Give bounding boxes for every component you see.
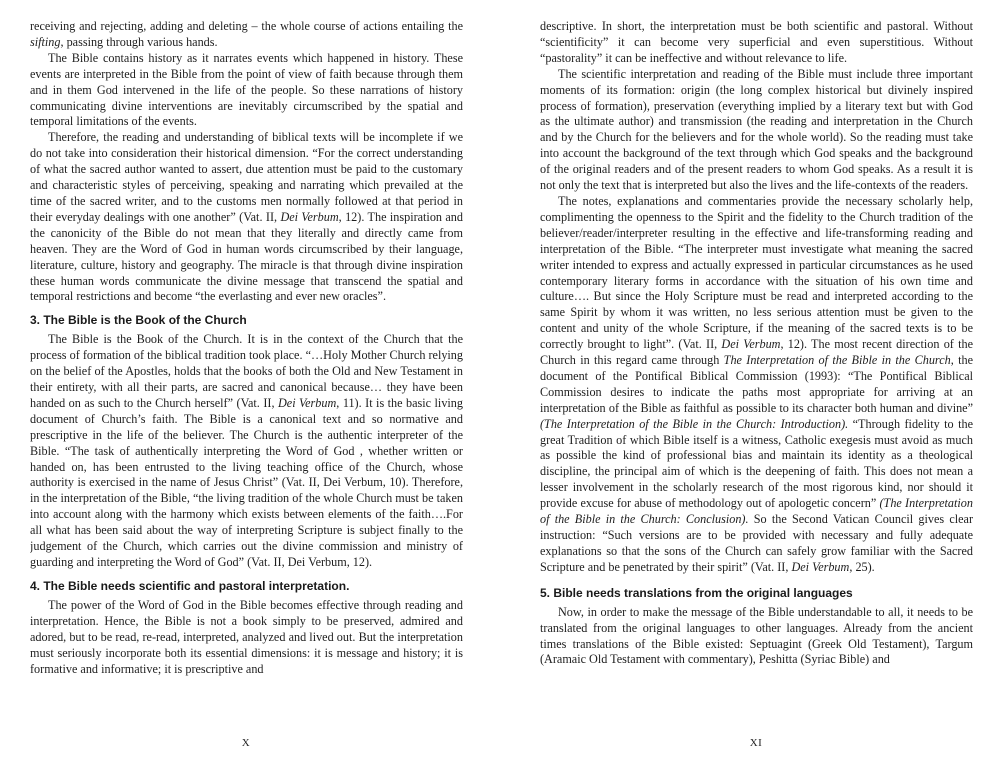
- emphasis-sifting: sifting: [30, 34, 61, 49]
- section-heading-3: 3. The Bible is the Book of the Church: [30, 313, 247, 328]
- right-paragraph-3: The notes, explanations and commentaries provide the necessary scholarly help, complimenting the openness to the Spirit and the fidelity to the Church tradition of the believer/reader/interpreter resulting in the effective and life-transforming reading and interpretation of the Bible. “The interpreter must investigate what meaning the sacred writer intended to express and actually expressed in particular circumstances as he used contemporary literary forms in accordance with the situation of his own time and culture…. But since the Holy Scripture must be read and interpreted according to the same Spirit by whom it was written, no less serious attention must be given to the content and unity of the whole Scripture, if the meaning of the sacred texts is to be correctly brought to light”. (Vat. II, Dei Verbum, 12). The most recent direction of the Church in this regard came through The Interpretation of the Bible in the Church, the document of the Pontifical Biblical Commission (1993): “The Pontifical Biblical Commission desires to indicate the paths most appropriate for arriving at an interpretation of the Bible as faithful as possible to its character both human and divine” (The Interpretation of the Bible in the Church: Introduction). “Through fidelity to the great Tradition of which Bible itself is a witness, Catholic exegesis must avoid as much as possible the kind of professional bias and maintain its identity as a theological discipline, the principal aim of which is the deepening of faith. This does not mean a lesser involvement in the scholarly research of the most rigorous kind, nor should it provide excuse for abuse of methodology out of apologetic concern” (The Interpretation of the Bible in the Church: Conclusion). So the Second Vatican Council gives clear instruction: “Such versions are to be provided with necessary and fully adequate explanations so that the sons of the Church can safely grow familiar with the Sacred Scripture and be penetrated by their spirit” (Vat. II, Dei Verbum, 25).: [540, 193, 973, 574]
- page-number-right: XI: [749, 737, 763, 749]
- left-paragraph-1: receiving and rejecting, adding and deleting – the whole course of actions entailing the sifting, passing through various hands.: [30, 19, 463, 49]
- section-heading-4: 4. The Bible needs scientific and pastoral interpretation.: [30, 578, 350, 593]
- right-paragraph-4: Now, in order to make the message of the Bible understandable to all, it needs to be translated from the original languages to other languages. Already from the ancient times translations of the Bible existed: Septuagint (Greek Old Testament), Targum (Aramaic Old Testament with commentary), Peshitta (Syriac Bible) and: [540, 604, 973, 667]
- right-paragraph-1: descriptive. In short, the interpretation must be both scientific and pastoral. Without “scientificity” it can become very superficial and even superstitious. Without “pastorality” it can be ineffective and without relevance to life.: [540, 19, 973, 65]
- section-heading-5: 5. Bible needs translations from the original languages: [540, 585, 853, 600]
- left-paragraph-4: The Bible is the Book of the Church. It is in the context of the Church that the process of formation of the biblical tradition took place. “…Holy Mother Church relying on the belief of the Apostles, holds that the books of both the Old and New Testament in their entirety, with all their parts, are sacred and canonical because… they have been handed on as such to the Church herself” (Vat. II, Dei Verbum, 11). It is the basic living document of Church’s faith. The Bible is a canonical text and so normative and prescriptive in the life of the believer. The Church is the authentic interpreter of the Bible. “The task of authentically interpreting the Word of God , whether written or handed on, has been entrusted to the living teaching office of the Church, whose authority is exercised in the name of Jesus Christ” (Vat. II, Dei Verbum, 10). Therefore, in the interpretation of the Bible, “the living tradition of the whole Church must be taken into account along with the harmony which exists between elements of the faith….For all what has been said about the way of interpreting Scripture is subject finally to the judgement of the Church, which carries out the divine commission and ministry of guarding and interpreting the Word of God” (Vat. II, Dei Verbum, 12).: [30, 332, 463, 569]
- right-paragraph-2: The scientific interpretation and reading of the Bible must include three important moments of its formation: origin (the long complex historical but divinely inspired process of formation), preservation (everything implied by a literary text but with God as the ultimate author) and transmission (the reading and interpretation in the Church and by the Church for the believers and for the whole world). So the reading must take into account the background of the text through which God speaks and the background of the original readers and of the present readers to whom God speaks. As a result it is not only the text that is interpreted but also the lives and the life-contexts of the readers.: [540, 66, 973, 193]
- left-paragraph-2: The Bible contains history as it narrates events which happened in history. These events are interpreted in the Bible from the point of view of faith because through them and in them God intervened in the life of the people. So these narrations of history communicating divine interventions are inevitably circumscribed by the spatial and temporal limitations of the events.: [30, 50, 463, 129]
- right-page: [540, 19, 973, 719]
- page-number-left: X: [241, 737, 251, 749]
- left-page: [30, 19, 463, 719]
- left-paragraph-3: Therefore, the reading and understanding of biblical texts will be incomplete if we do not take into consideration their historical dimension. “For the correct understanding of what the sacred author wanted to assert, due attention must be paid to the customary and characteristic styles of perceiving, speaking and narrating which prevailed at the time of the sacred writer, and to the customs men normally followed at that period in their everyday dealings with one another” (Vat. II, Dei Verbum, 12). The inspiration and the canonicity of the Bible do not mean that they literally and directly came from heaven. They are the Word of God in human words circumscribed by their language, literature, culture, history and geography. The miracle is that through divine inspiration these human words communicate the divine message that transcend the spatial and temporal restrictions and become “the everlasting and ever new oracles”.: [30, 130, 463, 304]
- left-paragraph-5: The power of the Word of God in the Bible becomes effective through reading and interpretation. Hence, the Bible is not a book simply to be preserved, admired and adored, but to be read, re-read, interpreted, analyzed and lived out. But the interpretation must seriously incorporate both its essential dimensions: it is message and history; it is formative and informative; it is prescriptive and: [30, 597, 463, 676]
